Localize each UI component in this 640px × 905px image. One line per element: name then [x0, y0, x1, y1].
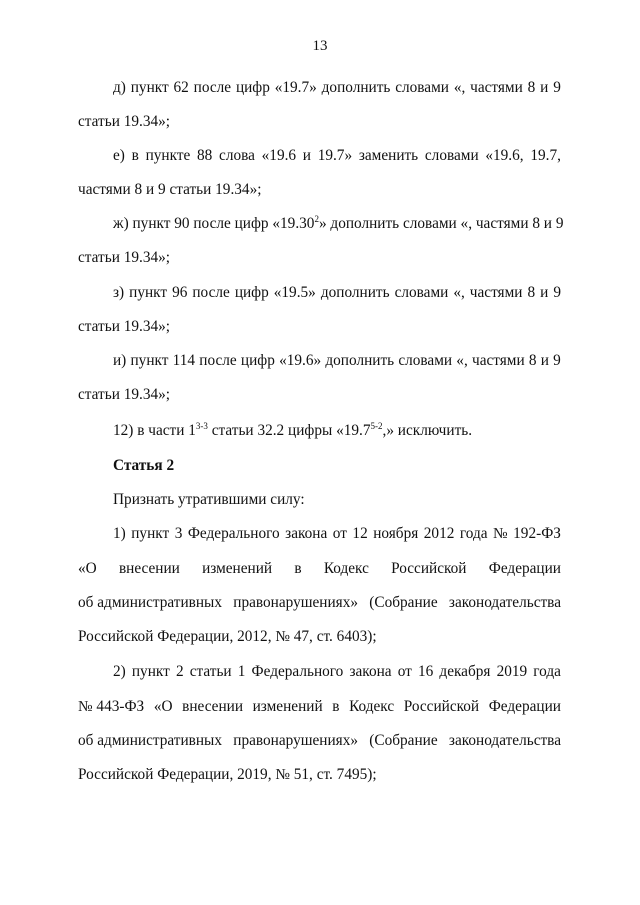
- word: 1: [237, 663, 246, 680]
- word: частями: [472, 352, 525, 369]
- article-2-p1-line-4: Российской Федерации, 2012, № 47, ст. 6403);: [78, 628, 377, 645]
- word: пункт: [130, 352, 169, 369]
- word: 2): [113, 663, 126, 680]
- word: от: [332, 525, 347, 542]
- word: Кодекс: [349, 698, 395, 715]
- word: з): [113, 284, 125, 301]
- word: словами: [424, 147, 479, 164]
- word: внесении: [182, 698, 244, 715]
- word: Федерации: [488, 698, 561, 715]
- word: «19.6»: [279, 352, 322, 369]
- word: частями: [469, 284, 523, 301]
- word: Российской: [391, 560, 467, 577]
- item-d-line-1: [113, 80, 561, 95]
- word: 114: [172, 352, 196, 369]
- word: частями: [470, 79, 523, 96]
- word: 19.7,: [530, 147, 561, 164]
- page-number: 13: [312, 38, 328, 54]
- word: закона: [285, 525, 328, 542]
- word: пункте: [145, 147, 191, 164]
- word: дополнить: [325, 352, 395, 369]
- article-2-p1-line-3: [78, 595, 561, 610]
- word: 2012: [423, 525, 455, 542]
- word: 88: [197, 147, 213, 164]
- word: от: [397, 663, 412, 680]
- word: 2: [175, 663, 184, 680]
- word: 8: [528, 352, 537, 369]
- word: и: [540, 352, 549, 369]
- word: «О: [78, 560, 97, 577]
- word: закона: [349, 663, 392, 680]
- item-zh-line-1: ж) пункт 90 после цифр «19.30$^2$» дополнить словами «, частями 8 и 9: [113, 214, 564, 232]
- word: правонарушениях»: [233, 732, 359, 749]
- word: 192-ФЗ: [513, 525, 561, 542]
- word: № 443-ФЗ: [78, 698, 145, 715]
- word: 9: [553, 352, 561, 369]
- word: «19.6,: [485, 147, 524, 164]
- word: года: [533, 663, 561, 680]
- word: после: [193, 79, 232, 96]
- word: (Собрание: [369, 594, 438, 611]
- word: после: [192, 284, 230, 301]
- word: внесении: [118, 560, 180, 577]
- word: и: [302, 147, 311, 164]
- word: словами: [395, 79, 449, 96]
- word: законодательства: [448, 594, 561, 611]
- word: Российской: [403, 698, 480, 715]
- word: цифр: [240, 352, 275, 369]
- word: 19.7»: [317, 147, 353, 164]
- word: «О: [153, 698, 173, 715]
- item-i-line-1: [113, 353, 561, 368]
- word: 2019: [496, 663, 528, 680]
- word: в: [131, 147, 139, 164]
- word: словами: [394, 284, 449, 301]
- word: 12: [352, 525, 368, 542]
- word: 9: [553, 284, 561, 301]
- word: 16: [417, 663, 434, 680]
- word: в: [332, 698, 340, 715]
- word: цифр: [234, 284, 269, 301]
- word: д): [113, 79, 126, 96]
- item-z-line-2: статьи 19.34»;: [78, 318, 171, 335]
- word: законодательства: [448, 732, 561, 749]
- word: об административных: [78, 732, 222, 749]
- word: слова: [219, 147, 255, 164]
- article-2-p1-line-2: [78, 561, 561, 576]
- article-2-intro: Признать утратившими силу:: [113, 491, 305, 508]
- word: 8: [527, 284, 536, 301]
- item-zh-line-2: статьи 19.34»;: [78, 249, 171, 266]
- word: цифр: [235, 79, 270, 96]
- word: после: [199, 352, 237, 369]
- word: Федерального: [251, 663, 344, 680]
- word: (Собрание: [369, 732, 438, 749]
- article-2-p1-line-1: [113, 526, 561, 541]
- article-2-heading: Статья 2: [113, 457, 175, 474]
- word: года: [459, 525, 488, 542]
- word: 62: [173, 79, 189, 96]
- word: пункт: [130, 79, 169, 96]
- item-i-line-2: статьи 19.34»;: [78, 386, 171, 403]
- word: 1): [113, 525, 126, 542]
- word: декабря: [439, 663, 491, 680]
- article-2-p2-line-1: [113, 664, 561, 679]
- item-e-line-2: частями 8 и 9 статьи 19.34»;: [78, 181, 262, 198]
- word: и: [540, 79, 549, 96]
- word: «,: [453, 79, 466, 96]
- word: об административных: [78, 594, 222, 611]
- word: в: [294, 560, 302, 577]
- word: Федерации: [488, 560, 561, 577]
- word: 8: [527, 79, 536, 96]
- word: 96: [172, 284, 188, 301]
- word: изменений: [202, 560, 273, 577]
- word: статьи: [189, 663, 232, 680]
- word: «,: [456, 352, 468, 369]
- article-2-p2-line-4: Российской Федерации, 2019, № 51, ст. 7495);: [78, 766, 377, 783]
- word: изменений: [252, 698, 323, 715]
- word: «19.6: [261, 147, 297, 164]
- item-z-line-1: [113, 285, 561, 300]
- word: №: [493, 525, 508, 542]
- word: «19.7»: [274, 79, 317, 96]
- article-2-p2-line-2: [78, 699, 561, 714]
- word: заменить: [358, 147, 419, 164]
- word: ноября: [373, 525, 419, 542]
- word: 3: [174, 525, 183, 542]
- word: Кодекс: [323, 560, 369, 577]
- article-2-p2-line-3: [78, 733, 561, 748]
- word: пункт: [129, 284, 168, 301]
- item-d-line-2: статьи 19.34»;: [78, 113, 171, 130]
- item-e-line-1: [113, 148, 561, 163]
- word: Федерального: [187, 525, 280, 542]
- word: дополнить: [321, 79, 391, 96]
- word: словами: [398, 352, 453, 369]
- word: 9: [553, 79, 561, 96]
- word: дополнить: [320, 284, 390, 301]
- word: пункт: [131, 525, 170, 542]
- word: пункт: [131, 663, 170, 680]
- word: «,: [453, 284, 465, 301]
- word: и: [540, 284, 549, 301]
- item-12: 12) в части 1$^{3-3}$ статьи 32.2 цифры «19.7$^{5-2}$,» исключить.: [113, 421, 473, 439]
- word: е): [113, 147, 125, 164]
- word: и): [113, 352, 127, 369]
- word: «19.5»: [273, 284, 316, 301]
- word: правонарушениях»: [233, 594, 359, 611]
